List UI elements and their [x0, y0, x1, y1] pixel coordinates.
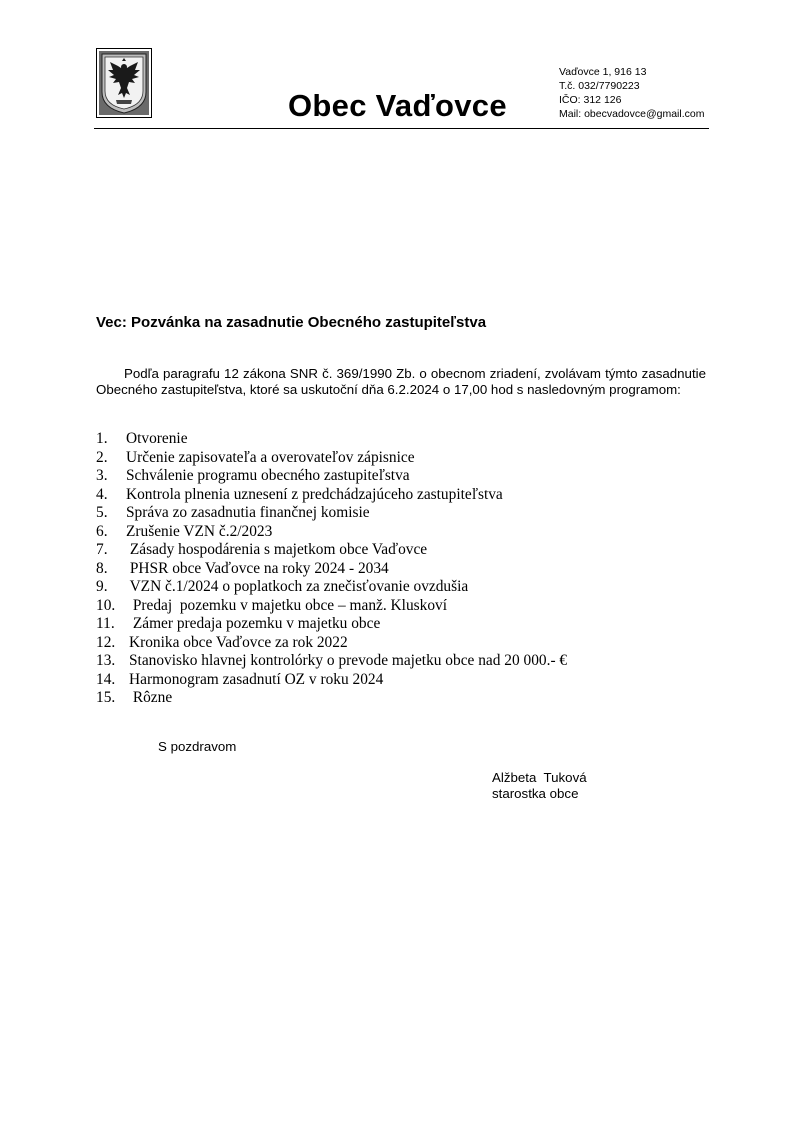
agenda-item: [96, 467, 567, 486]
agenda-item-number: 7.: [96, 541, 108, 558]
agenda-item-number: 1.: [96, 430, 108, 447]
agenda-item-text: Harmonogram zasadnutí OZ v roku 2024: [129, 670, 384, 688]
agenda-item: [96, 652, 567, 671]
agenda-item-text: Otvorenie: [126, 430, 188, 447]
agenda-item-number: 3.: [96, 467, 108, 484]
agenda-item: [96, 430, 567, 449]
agenda-item-text: PHSR obce Vaďovce na roky 2024 - 2034: [126, 559, 389, 577]
contact-address: Vaďovce 1, 916 13: [559, 66, 647, 78]
agenda-item: [96, 504, 567, 523]
signatory-block: [492, 770, 587, 802]
agenda-item-number: 2.: [96, 448, 108, 466]
signatory-name: Alžbeta Tuková: [492, 770, 587, 785]
agenda-item-number: 4.: [96, 485, 108, 503]
agenda-item: [96, 560, 567, 579]
eagle-crest-icon: [96, 48, 152, 118]
agenda-item-text: Určenie zapisovateľa a overovateľov zápisnice: [126, 448, 415, 466]
contact-ico: IČO: 312 126: [559, 94, 622, 106]
agenda-item-text: Stanovisko hlavnej kontrolórky o prevode majetku obce nad 20 000.- €: [129, 652, 568, 669]
agenda-item-number: 8.: [96, 559, 108, 577]
agenda-item-text: Zásady hospodárenia s majetkom obce Vaďovce: [126, 541, 428, 558]
agenda-item-number: 6.: [96, 522, 108, 540]
agenda-item: [96, 541, 567, 560]
municipality-name: Obec Vaďovce: [288, 88, 507, 123]
letter-intro-text: Podľa paragrafu 12 zákona SNR č. 369/1990 Zb. o obecnom zriadení, zvolávam týmto zasadnutie Obecného zastupiteľstva, ktoré sa uskutoční dňa 6.2.2024 o 17,00 hod s nasledovným programom:: [96, 366, 706, 397]
agenda-list: [96, 430, 567, 708]
letter-subject: Vec: Pozvánka na zasadnutie Obecného zastupiteľstva: [96, 314, 487, 331]
agenda-item-number: 9.: [96, 578, 108, 595]
contact-email: Mail: obecvadovce@gmail.com: [559, 108, 705, 120]
agenda-item-number: 13.: [96, 652, 116, 669]
agenda-item: [96, 634, 567, 653]
agenda-item: [96, 671, 567, 690]
agenda-item-number: 12.: [96, 633, 116, 651]
agenda-item: [96, 689, 567, 708]
agenda-item-number: 11.: [96, 615, 115, 632]
agenda-item-text: Kronika obce Vaďovce za rok 2022: [129, 633, 348, 651]
agenda-item: [96, 578, 567, 597]
agenda-item-text: Zrušenie VZN č.2/2023: [126, 522, 273, 540]
agenda-item-text: Správa zo zasadnutia finančnej komisie: [126, 504, 370, 521]
agenda-item: [96, 615, 567, 634]
contact-block: [559, 65, 704, 121]
agenda-item: [96, 486, 567, 505]
agenda-item-number: 5.: [96, 504, 108, 521]
agenda-item-text: Rôzne: [129, 689, 173, 706]
agenda-item-number: 15.: [96, 689, 116, 706]
signatory-role: starostka obce: [492, 786, 579, 801]
agenda-item-number: 10.: [96, 596, 116, 614]
contact-phone: T.č. 032/7790223: [559, 80, 640, 92]
agenda-item-number: 14.: [96, 670, 116, 688]
letter-intro: [96, 366, 706, 398]
agenda-item-text: VZN č.1/2024 o poplatkoch za znečisťovanie ovzdušia: [126, 578, 469, 595]
greeting: S pozdravom: [158, 739, 237, 754]
header-divider: [94, 128, 709, 129]
agenda-item-text: Schválenie programu obecného zastupiteľstva: [126, 467, 410, 484]
agenda-item-text: Zámer predaja pozemku v majetku obce: [129, 615, 381, 632]
agenda-item-text: Predaj pozemku v majetku obce – manž. Kluskoví: [129, 596, 447, 614]
agenda-item: [96, 449, 567, 468]
agenda-item-text: Kontrola plnenia uznesení z predchádzajúceho zastupiteľstva: [126, 485, 503, 503]
agenda-item: [96, 523, 567, 542]
agenda-item: [96, 597, 567, 616]
